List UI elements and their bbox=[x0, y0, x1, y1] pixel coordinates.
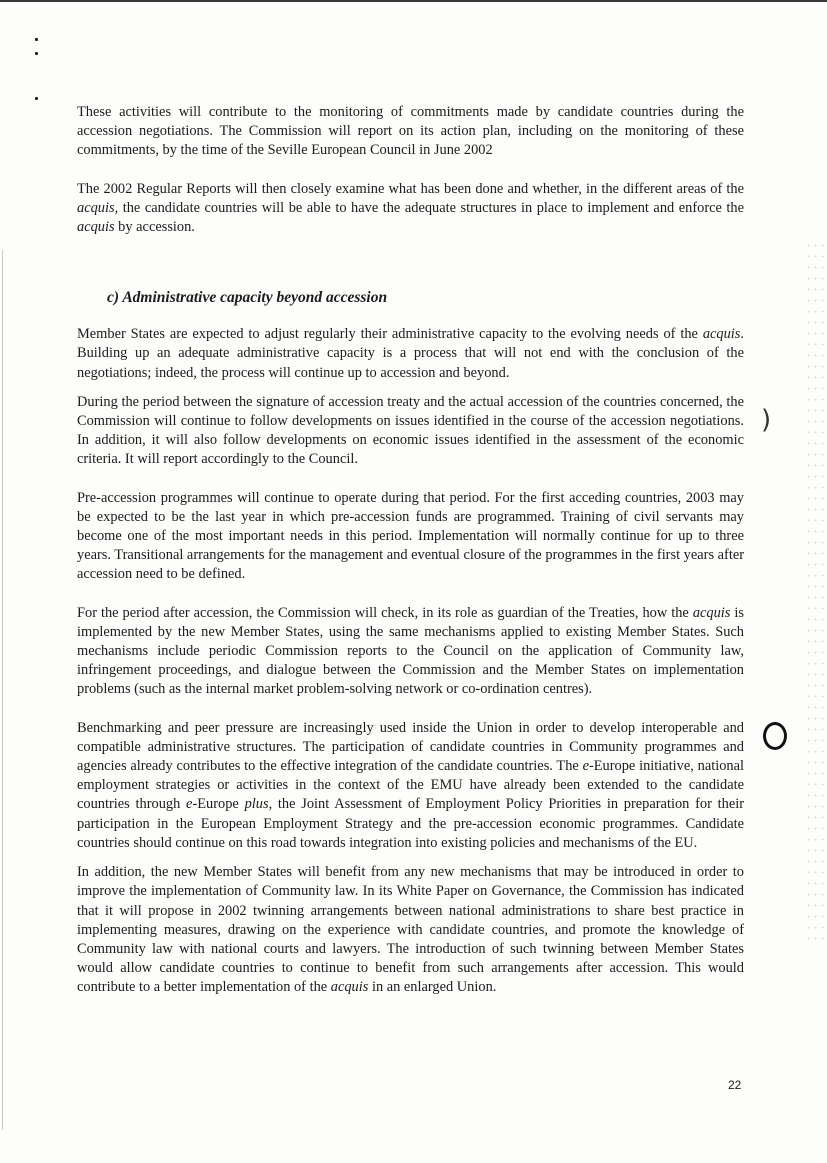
punch-hole-mark bbox=[763, 722, 787, 750]
paragraph: The 2002 Regular Reports will then closely examine what has been done and whether, in the different areas of the acquis, the candidate countries will be able to have the adequate structures in place to implement and enforce the acquis by accession. bbox=[77, 180, 744, 236]
page-number: 22 bbox=[728, 1078, 742, 1092]
scan-left-margin-line bbox=[2, 250, 3, 1130]
scan-top-edge bbox=[0, 0, 827, 2]
scan-speck bbox=[35, 52, 38, 55]
paragraph: Pre-accession programmes will continue to operate during that period. For the first acceding countries, 2003 may be expected to be the last year in which pre-accession funds are programmed. Training of civil servants may become one of the most important needs in this period. Implementation will normally continue for up to three years. Transitional arrangements for the management and eventual closure of the programmes in the first years after accession need to be defined. bbox=[77, 489, 744, 583]
scan-speck bbox=[35, 38, 38, 41]
paragraph: During the period between the signature of accession treaty and the actual accession of the countries concerned, the Commission will continue to follow developments on issues identified in the course of the accession negotiations. In addition, it will also follow developments on economic issues identified in the assessment of the economic criteria. It will report accordingly to the Council. bbox=[77, 393, 744, 468]
document-body bbox=[77, 103, 744, 998]
paragraph: In addition, the new Member States will benefit from any new mechanisms that may be introduced in order to improve the implementation of Community law. In its White Paper on Governance, the Commission has indicated that it will propose in 2002 twinning arrangements between national administrations to share best practice in implementing measures, drawing on the experience with candidate countries, and promote the knowledge of Community law with national courts and lawyers. The introduction of such twinning between Member States would allow candidate countries to continue to benefit from such arrangements after accession. This would contribute to a better implementation of the acquis in an enlarged Union. bbox=[77, 864, 744, 996]
scan-right-margin-noise bbox=[805, 240, 827, 940]
scan-speck bbox=[35, 97, 38, 100]
paragraph: For the period after accession, the Commission will check, in its role as guardian of the Treaties, how the acquis is implemented by the new Member States, using the same mechanisms applied to existing Member States. Such mechanisms include periodic Commission reports to the Council on the application of Community law, infringement proceedings, and dialogue between the Commission and the Member States on implementation problems (such as the internal market problem-solving network or co-ordination centres). bbox=[77, 604, 744, 698]
paragraph: Member States are expected to adjust regularly their administrative capacity to the evolving needs of the acquis. Building up an adequate administrative capacity is a process that will not end with the conclusion of the negotiations; indeed, the process will continue up to accession and beyond. bbox=[77, 326, 744, 381]
margin-bracket-mark: ) bbox=[761, 405, 772, 435]
section-heading: c) Administrative capacity beyond accession bbox=[107, 289, 388, 307]
paragraph: Benchmarking and peer pressure are increasingly used inside the Union in order to develop interoperable and compatible administrative structures. The participation of candidate countries in Community programmes and agencies already contributes to the effective integration of the candidate countries. The e-Europe initiative, national employment strategies or activities in the context of the EMU have already been extended to the candidate countries through e-Europe plus, the Joint Assessment of Employment Policy Priorities in preparation for their participation in the European Employment Strategy and the pre-accession economic programmes. Candidate countries should continue on this road towards integration into existing policies and mechanisms of the EU. bbox=[77, 719, 745, 851]
paragraph: These activities will contribute to the monitoring of commitments made by candidate countries during the accession negotiations. The Commission will report on its action plan, including on the monitoring of these commitments, by the time of the Seville European Council in June 2002 bbox=[77, 104, 744, 159]
